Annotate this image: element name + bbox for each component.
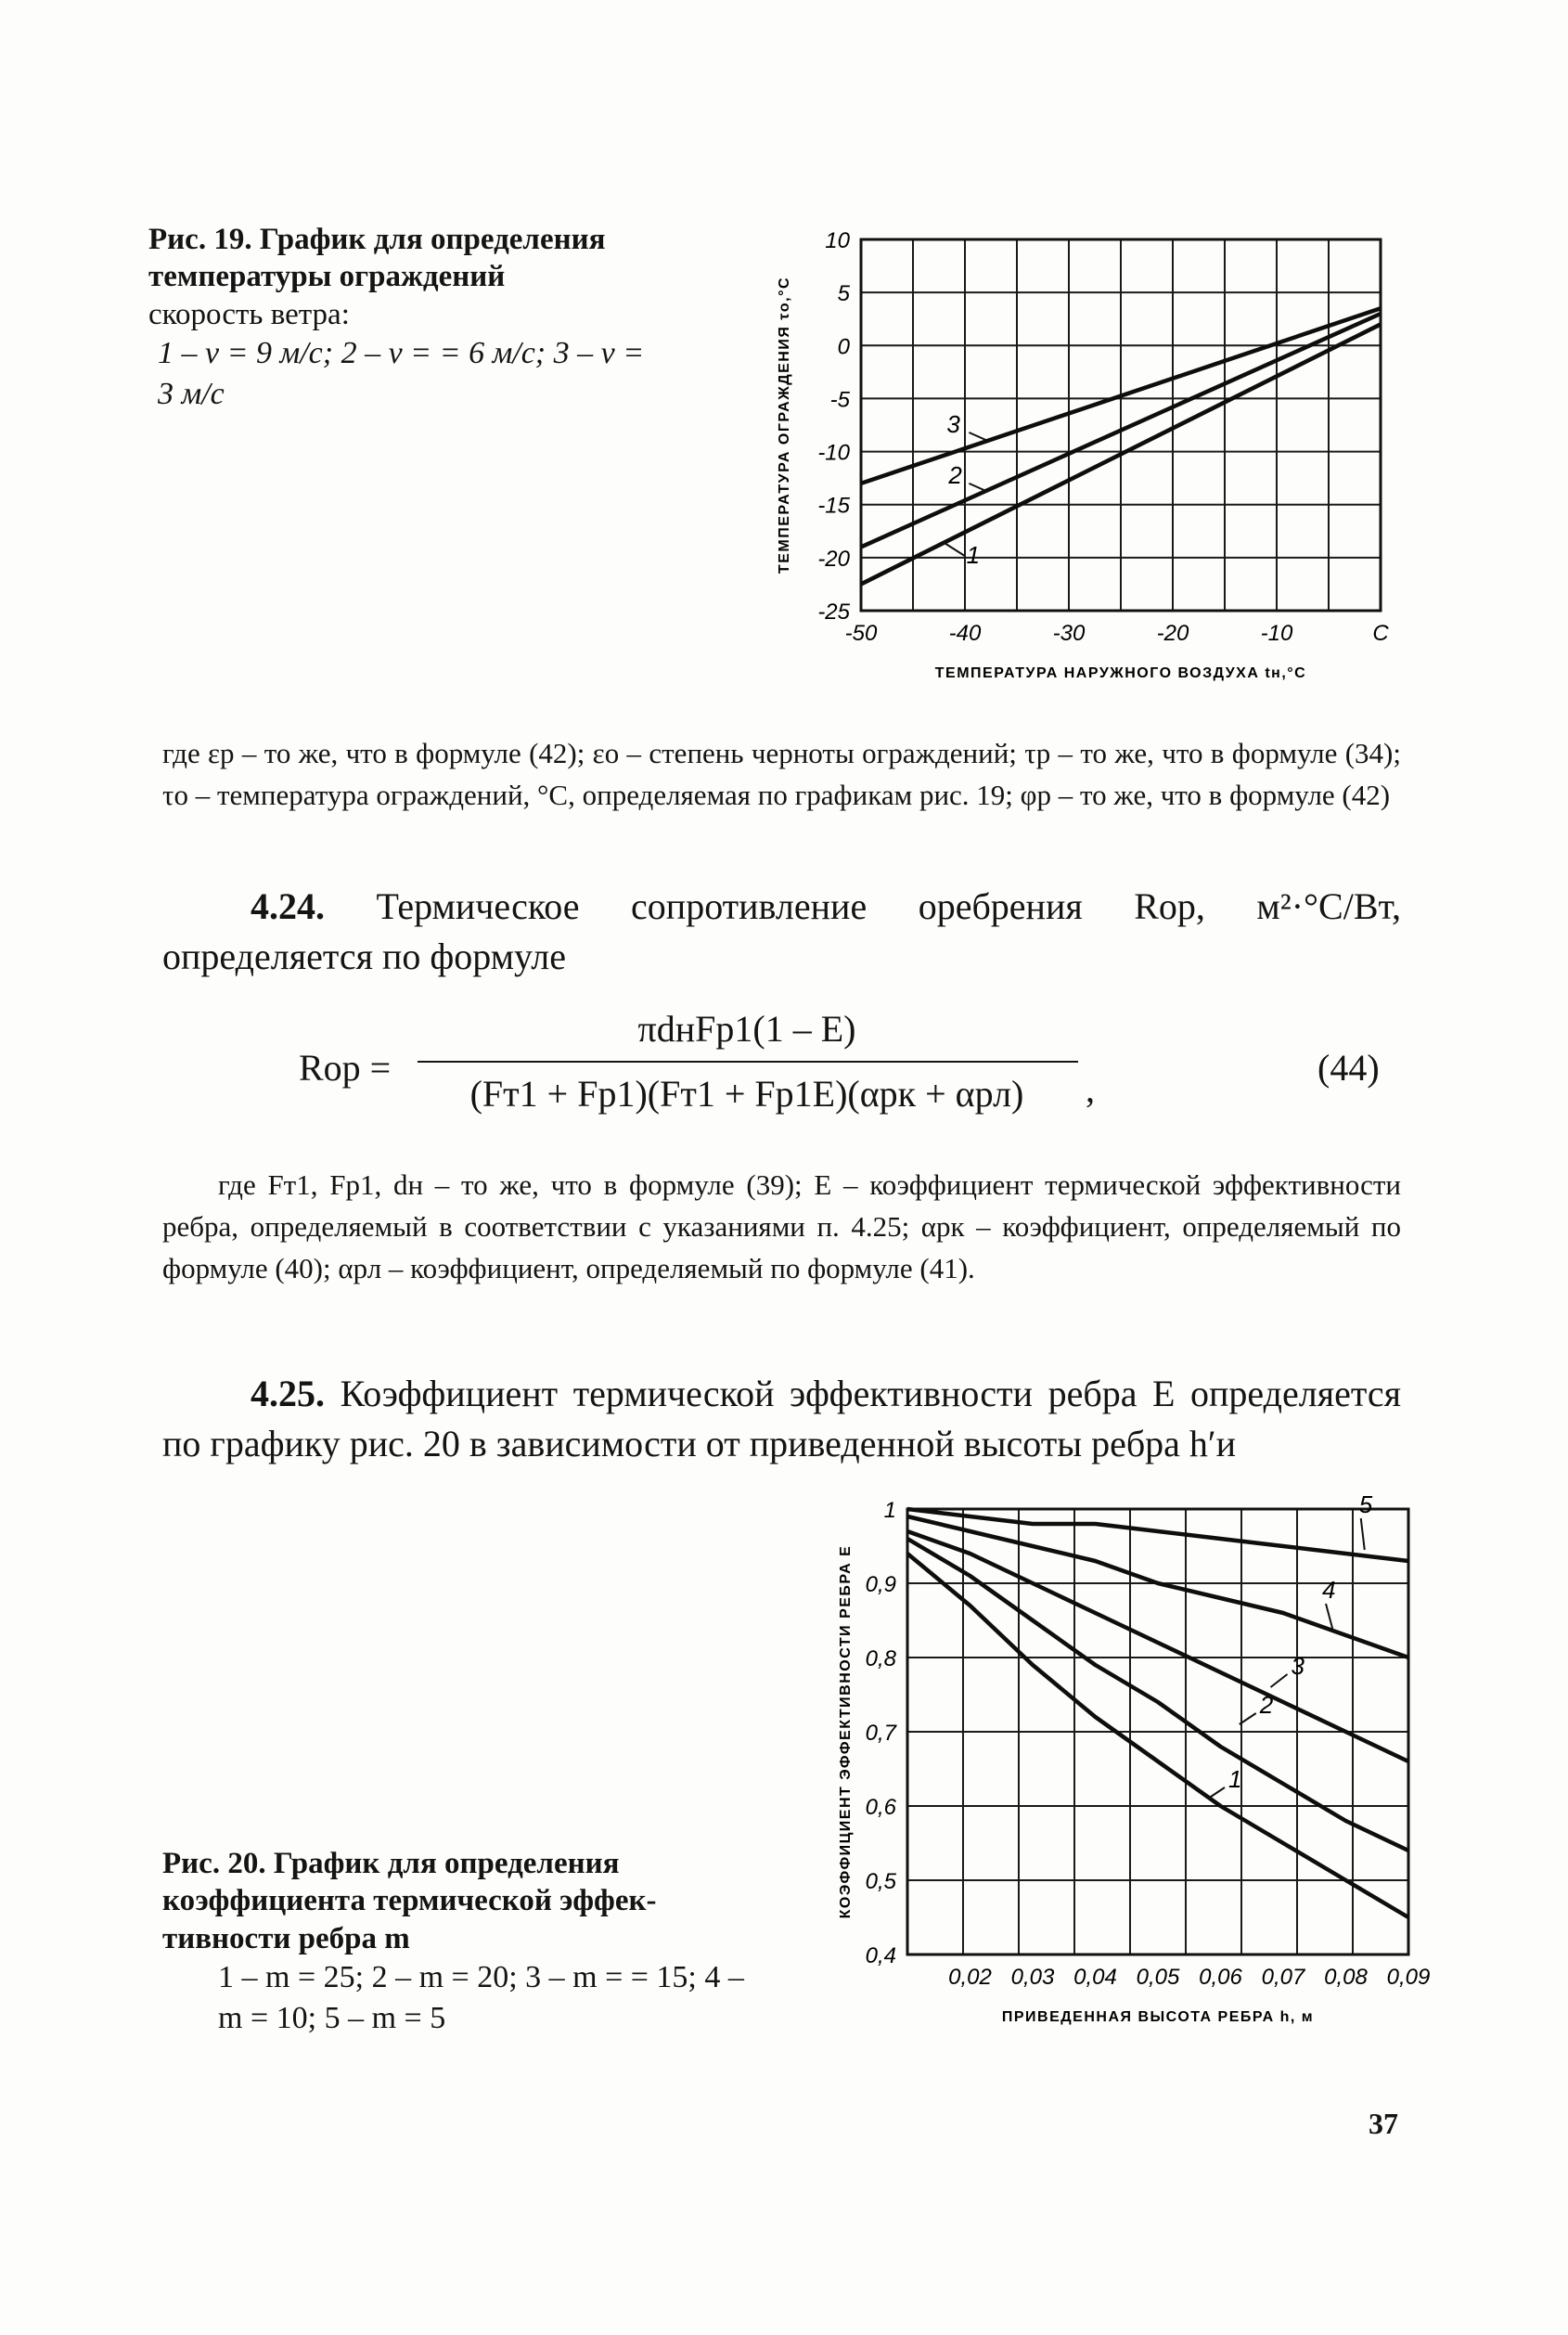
series-line-1 xyxy=(907,1554,1408,1917)
section-4-25-number: 4.25. xyxy=(251,1373,325,1414)
y-tick-label: -5 xyxy=(829,387,850,413)
series-leader-2 xyxy=(969,484,985,491)
para-definitions-2: где Fт1, Fр1, dн – то же, что в формуле (39); E – коэффициент термической эффективности ребра, определяемый в соответствии с указаниями п. 4.25; αрк – коэффициент, определяемый по формуле (40); αрл – коэффициент, определяемый по формуле (41). xyxy=(162,1168,1401,1284)
formula-44-comma: , xyxy=(1086,1068,1095,1110)
section-4-25-text: Коэффициент термической эффективности ребра E определяется по графику рис. 20 в зависимости от приведенной высоты ребра h′и xyxy=(162,1373,1401,1464)
series-label-1: 1 xyxy=(1228,1765,1242,1793)
fig19-legend: 1 – v = 9 м/с; 2 – v = = 6 м/с; 3 – v = 3 м/с xyxy=(158,335,645,411)
x-tick-label: 0,03 xyxy=(1010,1965,1055,1990)
formula-44-denominator: (Fт1 + Fр1)(Fт1 + Fр1E)(αрк + αрл) xyxy=(469,1073,1024,1115)
y-tick-label: 0,8 xyxy=(865,1646,896,1671)
x-tick-label: 0,06 xyxy=(1199,1965,1242,1990)
series-line-3 xyxy=(907,1531,1408,1761)
fig19-subtitle: скорость ветра: xyxy=(148,297,350,331)
y-tick-label: 1 xyxy=(883,1498,896,1523)
y-tick-label: 0,7 xyxy=(865,1721,896,1746)
y-axis-label: ТЕМПЕРАТУРА ОГРАЖДЕНИЯ τо,°С xyxy=(777,276,792,574)
formula-44-fraction-bar xyxy=(418,1061,1078,1063)
para-definitions-1: где εр – то же, что в формуле (42); εо – степень черноты ограждений; τр – то же, что в формуле (34); τо – температура ограждений, °С, определяемая по графикам рис. 19; φр – то же, что в формуле (42) xyxy=(162,737,1401,811)
fig19-caption xyxy=(148,221,649,415)
y-tick-label: -15 xyxy=(817,493,850,519)
x-tick-label: -30 xyxy=(1052,621,1086,646)
series-leader-5 xyxy=(1361,1518,1365,1550)
section-4-25 xyxy=(162,1369,1401,1469)
x-tick-label: 0,08 xyxy=(1324,1965,1368,1990)
y-tick-label: -10 xyxy=(817,440,850,466)
fig19-chart xyxy=(761,223,1410,696)
series-label-5: 5 xyxy=(1358,1492,1373,1518)
x-tick-label: 0,07 xyxy=(1261,1965,1305,1990)
series-label-2: 2 xyxy=(948,460,962,489)
y-tick-label: 0,6 xyxy=(865,1795,896,1820)
x-tick-label: 0,05 xyxy=(1136,1965,1180,1990)
y-tick-label: 5 xyxy=(837,281,850,307)
x-axis-label: ПРИВЕДЕННАЯ ВЫСОТА РЕБРА h, м xyxy=(1001,2009,1315,2025)
fig19-title: Рис. 19. График для определения температуры ограждений xyxy=(148,223,606,294)
section-4-24 xyxy=(162,882,1401,982)
x-tick-label: 0,04 xyxy=(1073,1965,1117,1990)
fig20-legend: 1 – m = 25; 2 – m = 20; 3 – m = = 15; 4 – m = 10; 5 – m = 5 xyxy=(218,1959,744,2035)
series-leader-3 xyxy=(1271,1674,1288,1687)
y-tick-label: 0,9 xyxy=(865,1572,896,1597)
fig20-caption xyxy=(162,1845,747,2039)
x-tick-label: -50 xyxy=(844,621,878,646)
y-tick-label: 0,5 xyxy=(865,1869,896,1894)
y-tick-label: 10 xyxy=(825,228,850,253)
series-label-3: 3 xyxy=(946,410,960,438)
x-tick-label: С xyxy=(1372,621,1389,646)
formula-44-numerator: πdнFр1(1 – E) xyxy=(637,1008,856,1050)
series-leader-3 xyxy=(969,432,985,440)
section-4-24-number: 4.24. xyxy=(251,885,325,927)
x-tick-label: -10 xyxy=(1260,621,1293,646)
series-leader-1 xyxy=(945,543,965,556)
y-tick-label: 0,4 xyxy=(865,1943,896,1968)
x-tick-label: 0,09 xyxy=(1386,1965,1431,1990)
x-tick-label: -20 xyxy=(1156,621,1189,646)
x-tick-label: 0,02 xyxy=(948,1965,992,1990)
x-axis-label: ТЕМПЕРАТУРА НАРУЖНОГО ВОЗДУХА tн,°С xyxy=(934,665,1307,681)
y-tick-label: -25 xyxy=(817,600,850,625)
formula-44-lhs: Rор = xyxy=(299,1047,392,1089)
fig20-chart xyxy=(816,1492,1447,2040)
series-label-1: 1 xyxy=(966,540,981,569)
y-tick-label: -20 xyxy=(817,546,850,572)
series-label-3: 3 xyxy=(1291,1652,1305,1680)
y-axis-label: КОЭФФИЦИЕНТ ЭФФЕКТИВНОСТИ РЕБРА E xyxy=(838,1544,854,1919)
series-leader-1 xyxy=(1208,1787,1225,1799)
section-4-24-text: Термическое сопротивление оребрения Rор, м²·°С/Вт, определяется по формуле xyxy=(162,885,1401,977)
series-label-2: 2 xyxy=(1259,1691,1274,1719)
series-label-4: 4 xyxy=(1322,1576,1336,1604)
formula-44-number: (44) xyxy=(1317,1047,1380,1089)
page-number: 37 xyxy=(1369,2107,1398,2140)
fig20-title: Рис. 20. График для определения коэффициента термической эффек-тивности ребра m xyxy=(162,1847,657,1955)
x-tick-label: -40 xyxy=(948,621,982,646)
y-tick-label: 0 xyxy=(837,334,850,360)
